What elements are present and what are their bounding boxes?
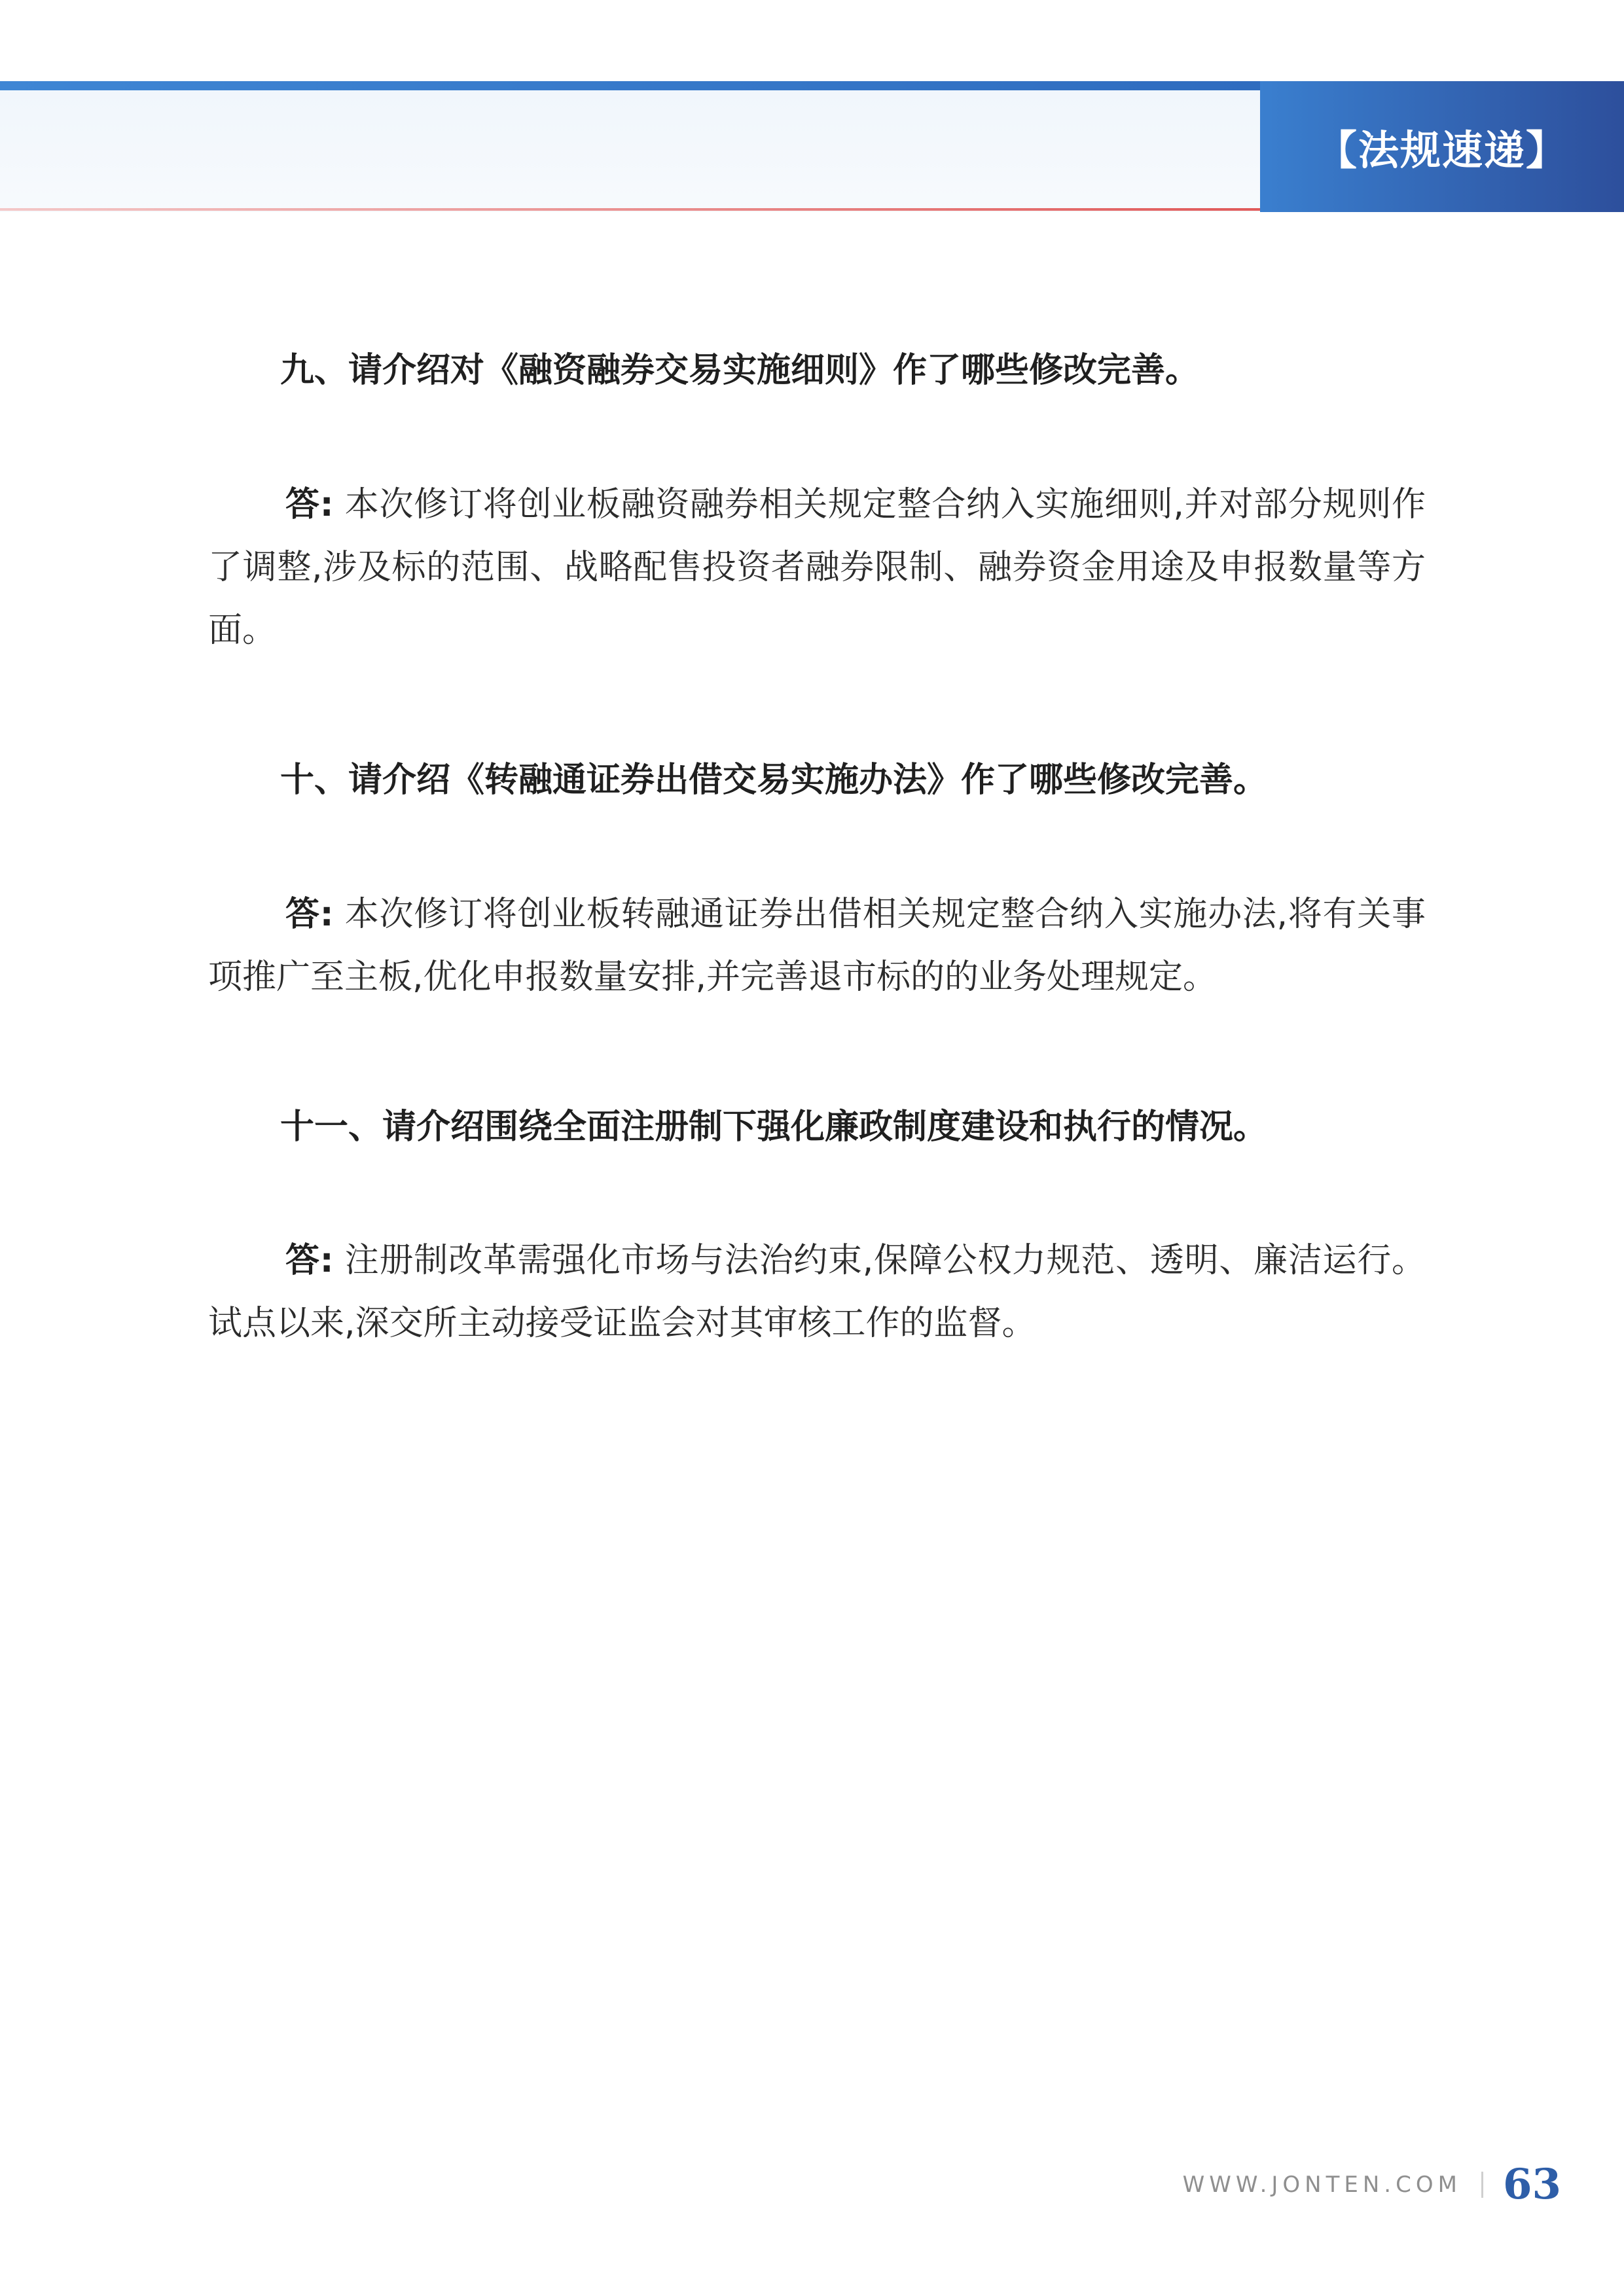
page-number: 63 [1502,2160,1561,2209]
header-bottom-rule [0,208,1260,211]
answer-label: 答: [285,1241,334,1281]
answer-label: 答: [285,484,334,524]
header-band [0,81,1260,212]
answer-text: 注册制改革需强化市场与法治约束,保障公权力规范、透明、廉洁运行。试点以来,深交所主动接受证监会对其审核工作的监督。 [208,1241,1426,1344]
page-footer [1183,2160,1561,2209]
header-top-rule [0,81,1260,90]
section-heading: 十一、请介绍围绕全面注册制下强化廉政制度建设和执行的情况。 [280,1107,1268,1147]
footer-separator [1481,2172,1483,2198]
answer-label: 答: [285,894,334,934]
answer-paragraph [208,883,1426,1009]
section-heading: 九、请介绍对《融资融券交易实施细则》作了哪些修改完善。 [280,351,1200,390]
answer-text: 本次修订将创业板转融通证券出借相关规定整合纳入实施办法,将有关事项推广至主板,优化申报数量安排,并完善退市标的的业务处理规定。 [208,894,1426,997]
section-11 [208,1103,1426,1355]
page-content [208,347,1426,1450]
section-heading: 十、请介绍《转融通证券出借交易实施办法》作了哪些修改完善。 [280,760,1268,800]
answer-paragraph [208,473,1426,662]
section-9 [208,347,1426,662]
footer-url: WWW.JONTEN.COM [1182,2171,1462,2198]
answer-text: 本次修订将创业板融资融券相关规定整合纳入实施细则,并对部分规则作了调整,涉及标的范围、战略配售投资者融券限制、融券资金用途及申报数量等方面。 [208,484,1426,650]
section-tab: 【法规速递】 [1260,81,1624,212]
answer-paragraph [208,1229,1426,1355]
section-10 [208,757,1426,1009]
